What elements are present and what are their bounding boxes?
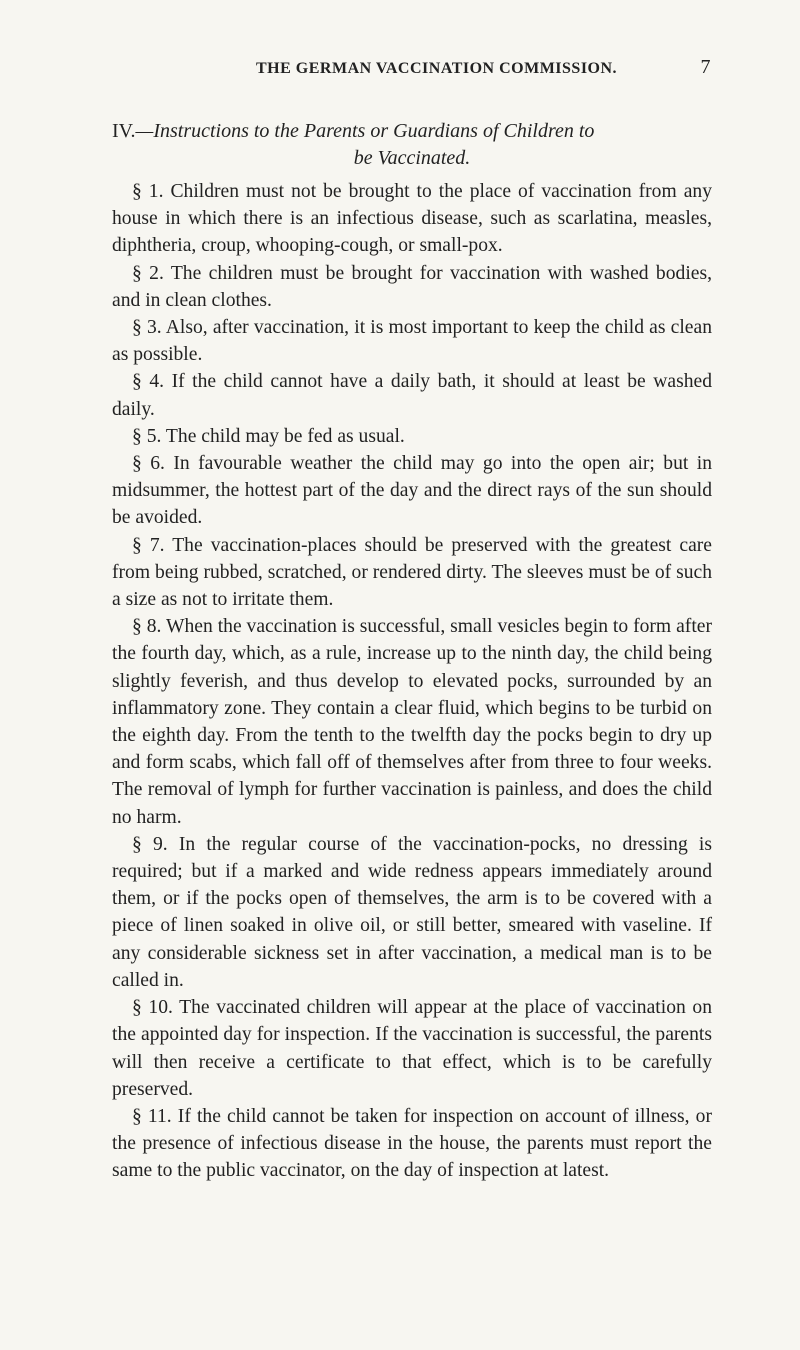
paragraph-7: § 7. The vaccination-places should be preserved with the greatest care from being rubbed, scratched, or rendered dirty. The sleeves must be of such a size as not to irritate them. (112, 534, 712, 611)
section-heading (112, 118, 712, 172)
paragraph-10: § 10. The vaccinated children will appear at the place of vaccination on the appointed day for inspection. If the vaccination is successful, the parents will then receive a certificate to that effect, which is to be carefully preserved. (112, 997, 712, 1100)
paragraph-9: § 9. In the regular course of the vaccination-pocks, no dressing is required; but if a marked and wide redness appears immediately around them, or if the pocks open of themselves, the arm is to be covered with a piece of linen soaked in olive oil, or still better, smeared with vaseline. If any considerable sickness set in after vaccination, a medical man is to be called in. (112, 833, 712, 991)
paragraph-1: § 1. Children must not be brought to the place of vaccination from any house in which there is an infectious disease, such as scarlatina, measles, diphtheria, croup, whooping-cough, or small-pox. (112, 181, 712, 257)
paragraph-8: § 8. When the vaccination is successful, small vesicles begin to form after the fourth day, which, as a rule, increase up to the ninth day, the child being slightly feverish, and thus develop to elevated pocks, surrounded by an inflammatory zone. They contain a clear fluid, which begins to be turbid on the eighth day. From the tenth to the twelfth day the pocks begin to dry up and form scabs, which fall off of themselves after from three to four weeks. The removal of lymph for further vaccination is painless, and does the child no harm. (112, 616, 712, 828)
section-title-line2: be Vaccinated. (353, 147, 471, 169)
paragraph-3: § 3. Also, after vaccination, it is most important to keep the child as clean as possible. (112, 317, 712, 366)
paragraph-4: § 4. If the child cannot have a daily bath, it should at least be washed daily. (112, 371, 712, 420)
section-number: IV. (112, 120, 136, 142)
paragraph-6: § 6. In favourable weather the child may go into the open air; but in midsummer, the hottest part of the day and the direct rays of the sun should be avoided. (112, 453, 712, 529)
paragraph-11: § 11. If the child cannot be taken for inspection on account of illness, or the presence of infectious disease in the house, the parents must report the same to the public vaccinator, on the day of inspection at latest. (112, 1105, 712, 1182)
page-number: 7 (700, 56, 711, 78)
running-header (256, 56, 711, 78)
section-title-line1: —Instructions to the Parents or Guardians of Children to (135, 120, 595, 142)
paragraph-2: § 2. The children must be brought for vaccination with washed bodies, and in clean clothes. (112, 262, 712, 311)
page-body (112, 118, 712, 1185)
running-title: THE GERMAN VACCINATION COMMISSION. (256, 60, 618, 77)
paragraph-5: § 5. The child may be fed as usual. (132, 425, 405, 447)
